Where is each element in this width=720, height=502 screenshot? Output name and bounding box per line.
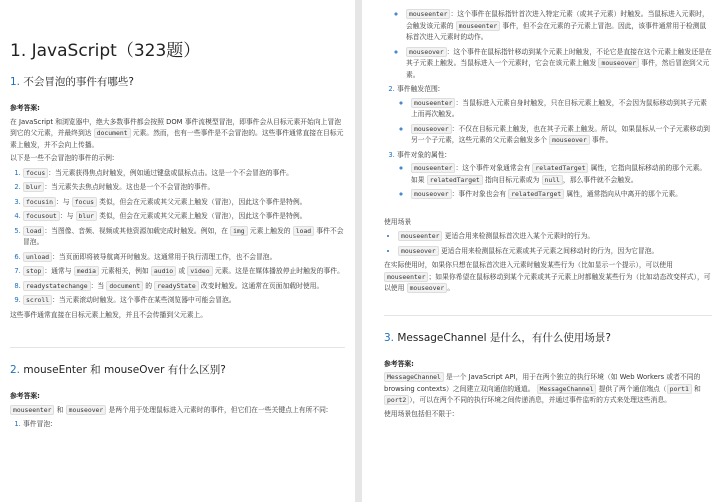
list-item: ◦ mouseenter ：这个事件在鼠标指针首次进入特定元素（或其子元素）时触发。当鼠标进入元素时，会触发该元素的 mouseenter 事件，但不会在元素的子元素上冒泡。因此，该事件通常用于检测鼠标首次进入元素时的动作。 [406,9,712,44]
inline-code: document [94,128,131,138]
list-item: 1. 事件冒泡: [23,419,345,431]
list-item: ◦ mouseenter ：当鼠标进入元素自身时触发，只在目标元素上触发，不会因为鼠标移动到其子元素上而再次触发。 [411,98,712,121]
document-title: 1. JavaScript（323题） [10,41,201,61]
question-1-list-intro: 以下是一些不会冒泡的事件的示例: [10,154,115,162]
question-3-number: 3. [384,331,395,344]
usage-list [384,231,712,257]
list-item: 5. load ：当图像、音频、视频或其他资源加载完成时触发。例如，在 img 元素上触发的 load 事件不会冒泡。 [23,226,345,249]
question-3-usage-intro: 使用场景包括但不限于: [384,409,455,418]
list-item: 9. scroll ：当元素滚动时触发。这个事件在某些浏览器中可能会冒泡。 [23,295,345,307]
section-divider [384,315,712,316]
question-1-title: 不会冒泡的事件有哪些? [23,76,134,88]
list-item: 7. stop ：通常与 media 元素相关，例如 audio 或 video 元素。这是在媒体播放停止时触发的事件。 [23,266,345,278]
reference-answer-label: 参考答案: [384,359,414,368]
question-2-intro: mouseenter 和 mouseover 是两个用于处理鼠标进入元素时的事件，但它们在一些关键点上有所不同: [10,405,345,417]
list-item: 1. focus ：当元素获得焦点时触发，例如通过键盘或鼠标点击。这是一个不会冒泡的事件。 [23,168,345,180]
question-2-number: 2. [10,364,21,376]
question-1-outro: 这些事件通常直接在目标元素上触发，并且不会传播到父元素上。 [10,310,208,319]
list-item: • mouseover 更适合用来检测鼠标在元素或其子元素之间移动时的行为，因为它冒泡。 [398,246,712,258]
question-1-number: 1. [10,76,21,88]
list-item: 4. focusout ：与 blur 类似，但会在元素或其父元素上触发（冒泡），因此这个事件是特例。 [23,211,345,223]
reference-answer-label: 参考答案: [10,392,40,400]
section-divider [10,347,345,348]
list-item: 3. focusin ：与 focus 类似，但会在元素或其父元素上触发（冒泡），因此这个事件是特例。 [23,197,345,209]
list-item: 2. blur ：当元素失去焦点时触发。这也是一个不会冒泡的事件。 [23,182,345,194]
usage-heading: 使用场景 [384,217,412,226]
list-item: • mouseenter 更适合用来检测鼠标首次进入某个元素时的行为。 [398,231,712,243]
document-page-left[interactable] [0,0,355,502]
list-item: 6. unload ：当页面即将被导航离开时触发。这通常用于执行清理工作，也不会冒泡。 [23,252,345,264]
non-bubbling-events-list [10,168,345,307]
question-3-heading [384,330,712,345]
question-2-list-continued [384,84,712,201]
question-2-list [10,419,345,431]
bubbling-subitems [384,9,712,81]
reference-answer-label: 参考答案: [10,104,40,112]
question-3-intro: MessageChannel 是一个 JavaScript API，用于在两个独立的执行环境（如 Web Workers 或者不同的 browsing contexts）之间建立双向通信的通道。 MessageChannel 提供了两个通信端点（ port1 和 port2 ），可以在两个不同的执行环境之间传递消息，并通过事件监听的方式来处理这些消息。 [384,373,701,404]
list-item: 3. 事件对象的属性: ◦ mouseenter ：这个事件对象通常会有 relatedTarget 属性，它指向鼠标移动前的那个元素。如果 relatedTarget 指向目标元素或为 null ，那么事件就不会触发。 ◦ mouseover ：事件对象也会有 relatedTarget 属性，通常指向从中离开的那个元素。 [397,150,712,201]
list-item: ◦ mouseover ：不仅在目标元素上触发，也在其子元素上触发。所以，如果鼠标从一个子元素移动到另一个子元素，这些元素的父元素会触发多个 mouseover 事件。 [411,124,712,147]
page-gap [355,0,362,502]
list-item: ◦ mouseover ：这个事件在鼠标指针移动到某个元素上时触发，不论它是直接在这个元素上触发还是在其子元素上触发。当鼠标进入一个元素时，它会在该元素上触发 mouseover 事件，然后冒泡到父元素。 [406,47,712,82]
question-2-title: mouseEnter 和 mouseOver 有什么区别? [23,364,226,376]
list-item: ◦ mouseenter ：这个事件对象通常会有 relatedTarget 属性，它指向鼠标移动前的那个元素。如果 relatedTarget 指向目标元素或为 null ，那么事件就不会触发。 [411,163,712,186]
document-page-right[interactable] [362,0,720,502]
usage-paragraph: 在实际使用时，如果你只想在鼠标首次进入元素时触发某些行为（比如显示一个提示），可以使用 mouseenter ；如果你希望在鼠标移动到某个元素或其子元素上时都触发某些行为（比如动态改变样式），可以使用 mouseover 。 [384,261,711,292]
list-item: 2. 事件触发范围: ◦ mouseenter ：当鼠标进入元素自身时触发，只在目标元素上触发，不会因为鼠标移动到其子元素上而再次触发。 ◦ mouseover ：不仅在目标元素上触发，也在其子元素上触发。所以，如果鼠标从一个子元素移动到另一个子元素，这些元素的父元素会触发多个 mouseover 事件。 [397,84,712,147]
list-item: 8. readystatechange ：当 document 的 readyState 改变时触发。这通常在页面加载时使用。 [23,281,345,293]
list-item: ◦ mouseover ：事件对象也会有 relatedTarget 属性，通常指向从中离开的那个元素。 [411,189,712,201]
question-1-heading [10,74,345,89]
question-3-title: MessageChannel 是什么，有什么使用场景? [397,331,611,344]
question-1-intro: 在 JavaScript 和浏览器中，绝大多数事件都会按照 DOM 事件流模型冒泡，即事件会从目标元素开始向上冒泡到它的父元素，并最终到达 document 元素。然而，也有一些事件是不会冒泡的。这些事件通常直接在目标元素上触发，并不会向上传播。 [10,117,344,149]
question-2-heading [10,362,345,377]
